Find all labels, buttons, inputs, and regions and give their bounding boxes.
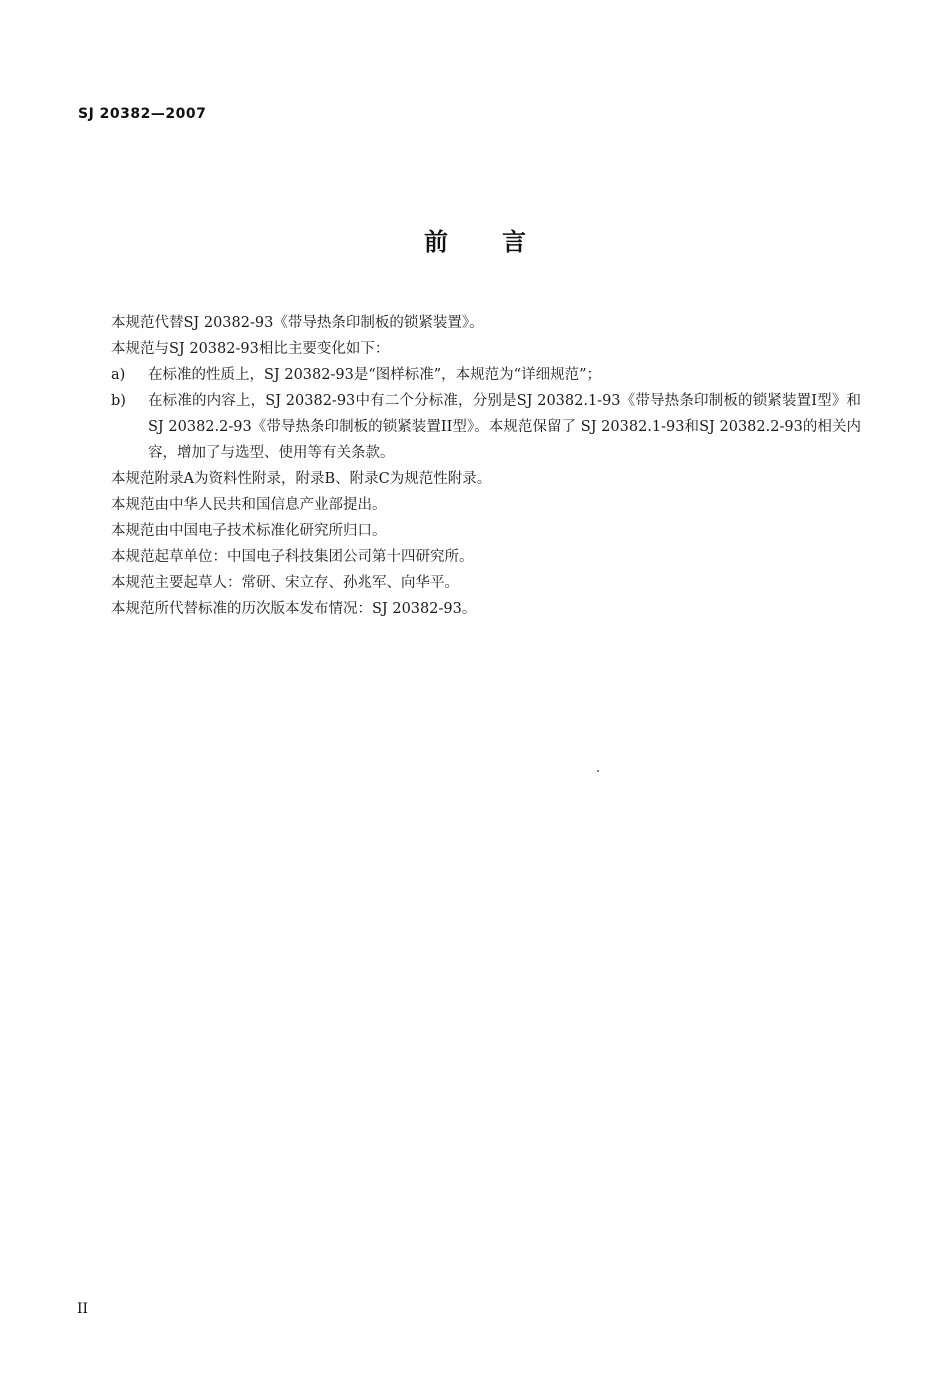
paragraph-drafting-unit: 本规范起草单位：中国电子科技集团公司第十四研究所。 (111, 549, 474, 565)
list-text-b: 在标准的内容上，SJ 20382-93中有二个分标准，分别是SJ 20382.1-93《带导热条印制板的锁紧装置I型》和 SJ 20382.2-93《带导热条印制板的锁紧装置II型》。本规范保留了 SJ 20382.1-93和SJ 20382.2-93的相关内容，增加了与选型、使用等有关条款。 (148, 393, 861, 461)
page-number: II (77, 1301, 89, 1317)
page-title: 前言 (424, 228, 580, 256)
standard-code-header: SJ 20382—2007 (78, 106, 207, 122)
paragraph-changes-intro: 本规范与SJ 20382-93相比主要变化如下： (111, 341, 390, 357)
list-label-a: a) (111, 367, 126, 383)
foreword-content (111, 310, 861, 622)
paragraph-proposed-by: 本规范由中华人民共和国信息产业部提出。 (111, 497, 387, 513)
paragraph-appendix: 本规范附录A为资料性附录，附录B、附录C为规范性附录。 (111, 471, 492, 487)
paragraph-replaces: 本规范代替SJ 20382-93《带导热条印制板的锁紧装置》。 (111, 315, 484, 331)
list-item-a (111, 362, 861, 388)
paragraph-drafters: 本规范主要起草人：常研、宋立存、孙兆军、向华平。 (111, 575, 459, 591)
scan-speck (597, 770, 599, 772)
paragraph-centralized-by: 本规范由中国电子技术标准化研究所归口。 (111, 523, 387, 539)
paragraph-previous-versions: 本规范所代替标准的历次版本发布情况：SJ 20382-93。 (111, 601, 477, 617)
list-item-b (111, 388, 861, 466)
list-text-a: 在标准的性质上，SJ 20382-93是“图样标准”，本规范为“详细规范”； (148, 367, 601, 383)
list-label-b: b) (111, 393, 126, 409)
